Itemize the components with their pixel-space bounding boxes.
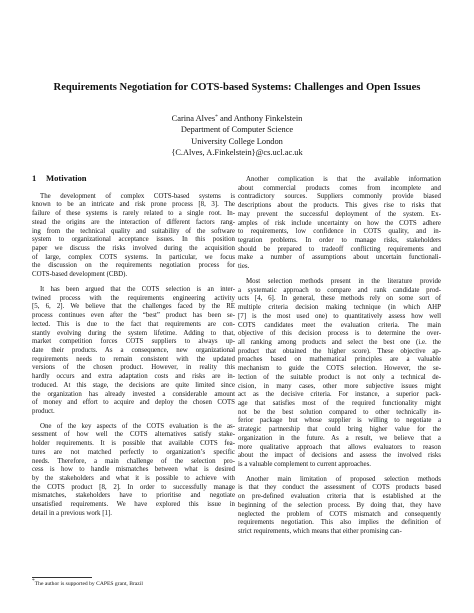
text-line: to requirements, low confidence in COTS quality, and in-: [238, 228, 441, 236]
section-number: 1: [32, 173, 37, 183]
text-line: proaches based on mathematical principles are a valuable: [238, 356, 441, 364]
text-line: failure of these systems is rarely related to a single root. In-: [32, 210, 235, 218]
text-line: It has been argued that the COTS selection is an inter-: [40, 285, 235, 293]
right-column: [238, 176, 441, 543]
text-line: by the stakeholders and what it is possible to achieve with: [32, 475, 235, 483]
text-line: of money and effort to acquire and deploy the chosen COTS: [32, 399, 235, 407]
text-line: The development of complex COTS-based systems is: [40, 192, 235, 200]
text-line: objective of this decision process is to determine the over-: [238, 330, 441, 338]
paragraph: [32, 423, 235, 519]
footnote-text: The author is supported by CAPES grant, Brazil: [34, 581, 143, 587]
section-heading: [32, 174, 235, 183]
text-line: may prevent the successful deployment of the system. Ex-: [238, 210, 441, 218]
text-line: should be prepared to tradeoff conflicting requirements and: [238, 245, 441, 253]
text-line: amples of risk include uncertainty on how the COTS adhere: [238, 219, 441, 227]
text-line: ing from the technical quality and suitability of the software: [32, 227, 235, 235]
author-second: and Anthony Finkelstein: [217, 114, 303, 123]
text-line: detail in a previous work [1].: [32, 509, 112, 517]
text-line: troduced. At this stage, the decisions are quite limited since: [32, 381, 235, 389]
text-line: COTS-based development (CBD).: [32, 271, 128, 279]
text-line: not be the best solution compared to other technically in-: [238, 408, 441, 416]
text-line: tegration problems. In order to manage risks, stakeholders: [238, 237, 441, 245]
paragraph: [32, 193, 235, 280]
text-line: One of the key aspects of the COTS evaluation is the as-: [40, 422, 235, 430]
footnote-mark: *: [32, 578, 35, 584]
text-line: twined process with the requirements engineering activity: [32, 294, 235, 302]
text-line: product.: [32, 407, 55, 415]
text-line: system to organizational acceptance issues. In this position: [32, 236, 235, 244]
text-line: cision, in many cases, other more subjective issues might: [238, 382, 441, 390]
section-title: Motivation: [46, 173, 87, 183]
text-line: organization in the future. As a result, we believe that a: [238, 434, 441, 442]
text-line: cess is how to handle mismatches between what is desired: [32, 466, 235, 474]
text-line: a systematic approach to compare and rank candidate prod-: [238, 286, 441, 294]
text-line: Another complication is that the available information: [246, 176, 441, 183]
paragraph: [238, 476, 441, 537]
text-line: is a valuable complement to current approaches.: [238, 461, 371, 468]
text-line: Most selection methods present in the literature provide: [246, 277, 441, 285]
footnote-mark: *: [215, 114, 218, 120]
text-line: product that obtained the higher score). These objective ap-: [238, 347, 441, 355]
text-line: more qualitative approach that allows evaluators to reason: [238, 443, 441, 451]
text-line: the COTS product [8, 2]. In order to successfully manage: [32, 483, 235, 491]
text-line: process continues even after the “best” product has been se-: [32, 312, 235, 320]
text-line: beginning of the selection process. By doing that, they have: [238, 501, 441, 509]
paper-title: Requirements Negotiation for COTS-based Systems: Challenges and Open Issues: [53, 82, 421, 93]
text-line: needs. Therefore, a main challenge of the selection pro-: [32, 457, 235, 465]
text-line: hardly occurs and extra adaptation costs and risks are in-: [32, 373, 235, 381]
text-line: versions of the chosen product. However, in reality this: [32, 364, 235, 372]
text-line: act as the decisive criteria. For instance, a superior pack-: [238, 391, 441, 399]
text-line: tures are not matched perfectly to organization’s specific: [32, 448, 235, 456]
text-line: market competition forces COTS suppliers to always up-: [32, 338, 235, 346]
text-line: paper we discuss the risks involved during the acquisition: [32, 245, 235, 253]
text-line: ferior package but whose supplier is willing to negotiate a: [238, 417, 441, 425]
text-line: strategic partnership that could bring higher value for the: [238, 426, 441, 434]
text-line: date their products. As a consequence, new organizational: [32, 346, 235, 354]
text-line: mechanism to guide the COTS selection. However, the se-: [238, 365, 441, 373]
text-line: ucts [4, 6]. In general, these methods rely on some sort of: [238, 295, 441, 303]
text-line: neglected the problem of COTS mismatch and consequently: [238, 510, 441, 518]
text-line: ties.: [238, 263, 250, 271]
text-line: stead the origins are the interaction of different factors rang-: [32, 218, 235, 226]
text-line: COTS candidates meet the evaluation criteria. The main: [238, 321, 441, 329]
text-line: age that satisfies most of the required functionality might: [238, 399, 441, 407]
text-line: requirements negotiation. This also implies the definition of: [238, 519, 441, 527]
text-line: make a number of assumptions about uncertain functionali-: [238, 254, 441, 262]
author-names: [0, 113, 474, 124]
footnote-rule: [32, 577, 92, 578]
paragraph: [238, 176, 441, 272]
text-line: contradictory sources. Suppliers commonly provide biased: [238, 193, 441, 201]
paragraph: [238, 278, 441, 470]
text-line: the organization has already invested a considerable amount: [32, 390, 235, 398]
text-line: multiple criteria decision making technique (in which AHP: [238, 304, 441, 312]
text-line: lected. This is due to the fact that requirements are con-: [32, 320, 235, 328]
text-line: unsatisfied requirements. We have explored this issue in: [32, 501, 235, 509]
text-line: about the impact of decisions and assess the involved risks: [238, 452, 441, 460]
text-line: of large, complex COTS systems. In particular, we focus: [32, 253, 235, 261]
left-column: [32, 174, 235, 525]
text-line: known to be an intricate and risk prone process [8, 3]. The: [32, 201, 235, 209]
affiliation-department: Department of Computer Science: [180, 125, 294, 135]
text-line: mismatches, stakeholders have to prioritise and negotiate: [32, 492, 235, 500]
text-line: requirements needs to remain consistent with the updated: [32, 355, 235, 363]
text-line: on pre-defined evaluation criteria that is established at the: [238, 493, 441, 501]
text-line: strict requirements, which means that either promising can-: [238, 528, 402, 536]
paragraph: [32, 286, 235, 417]
text-line: is that they conduct the assessment of COTS products based: [238, 484, 441, 492]
author-emails: {C.Alves, A.Finkelstein}@cs.ucl.ac.uk: [171, 148, 303, 158]
text-line: [5, 6, 2]. We believe that the challenges faced by the RE: [32, 303, 235, 311]
text-line: all ranking among products and select the best one (i.e. the: [238, 338, 441, 346]
text-line: descriptions about the products. This gives rise to risks that: [238, 202, 441, 210]
text-line: the discussion on the requirements negotiation process for: [32, 262, 235, 270]
text-line: Another main limitation of proposed selection methods: [246, 475, 441, 483]
text-line: [7] is the most used one) to quantitatively assess how well: [238, 312, 441, 320]
author-first: Carina Alves: [171, 114, 216, 123]
author-block: [0, 113, 474, 159]
affiliation-university: University College London: [191, 136, 283, 146]
footnote: [32, 580, 143, 588]
text-line: lection of the suitable product is not only a technical de-: [238, 373, 441, 381]
text-line: holder requirements. It is possible that available COTS fea-: [32, 440, 235, 448]
text-line: sessment of how well the COTS alternatives satisfy stake-: [32, 431, 235, 439]
text-line: stantly evolving during the system lifetime. Adding to that,: [32, 329, 235, 337]
text-line: about commercial products comes from incomplete and: [238, 184, 441, 192]
